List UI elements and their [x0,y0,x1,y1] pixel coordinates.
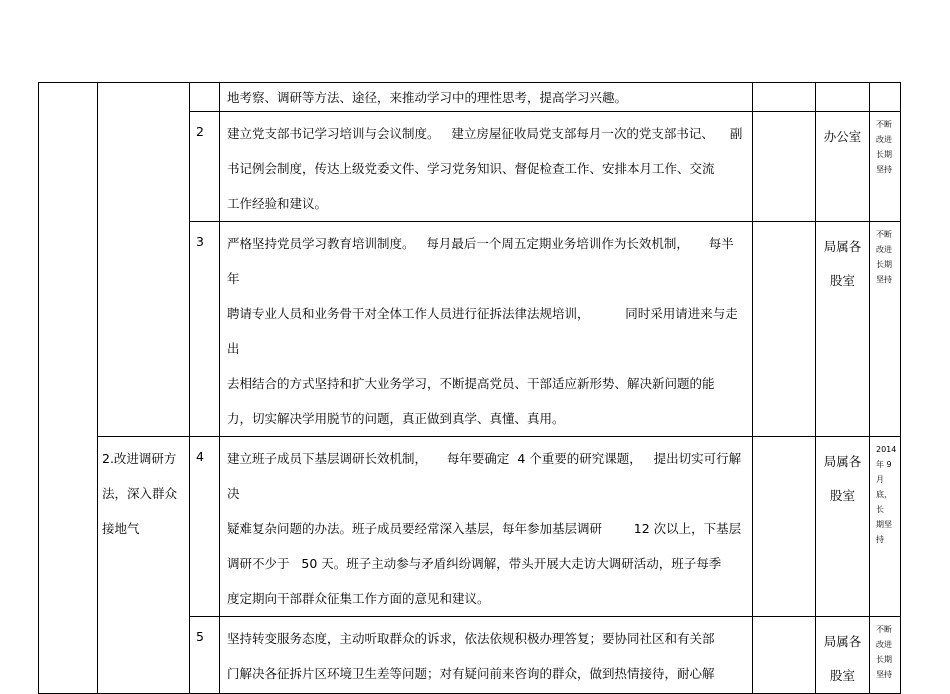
row-number: 5 [190,617,220,694]
row-content [220,222,753,437]
content-line: 建立班子成员下基层调研长效机制， 每年要确定 4 个重要的研究课题， 提出切实可行解决 [227,451,742,501]
content-line: 疑难复杂问题的办法。班子成员要经常深入基层，每年参加基层调研 12 次以上，下基层 [227,521,742,536]
row-number: 2 [190,112,220,222]
row-content [220,112,753,222]
time-cell [870,437,901,617]
dept-name: 局属各 [823,454,862,469]
dept-name: 局属各 [823,239,862,254]
time-line: 长期坚持 [876,150,892,174]
time-cell [870,222,901,437]
blank-cell [753,83,816,112]
time-line: 不断改进 [876,625,892,649]
dept-name: 局属各 [823,634,862,649]
content-line: 去相结合的方式坚持和扩大业务学习，不断提高党员、干部适应新形势、解决新问题的能 [227,376,715,391]
blank-cell [753,112,816,222]
row-number [190,83,220,112]
item-line: 法，深入群众 [102,486,178,501]
table-row [39,83,901,112]
time-cell [870,617,901,694]
time-line: 期坚持 [876,520,892,544]
time-line: 不断改进 [876,230,892,254]
item-cell [98,437,190,694]
row-content [220,83,753,112]
dept-name: 办公室 [823,129,862,144]
plan-table [38,82,901,694]
item-line: 接地气 [102,521,140,536]
time-line: 2014 年 9 [876,445,897,469]
dept-cell [816,437,870,617]
dept-name: 股室 [829,668,855,683]
content-line: 力，切实解决学用脱节的问题，真正做到真学、真懂、真用。 [227,411,565,426]
time-line: 不断改进 [876,120,892,144]
content-line: 书记例会制度，传达上级党委文件、学习党务知识、督促检查工作、安排本月工作、交流 [227,161,715,176]
dept-name: 股室 [829,273,855,288]
time-line: 长期坚持 [876,655,892,679]
row-content [220,617,753,694]
time-cell [870,112,901,222]
category-cell [39,83,98,694]
content-line: 聘请专业人员和业务骨干对全体工作人员进行征拆法律法规培训， 同时采用请进来与走出 [227,306,738,356]
dept-cell [816,83,870,112]
dept-name: 股室 [829,488,855,503]
content-line: 坚持转变服务态度，主动听取群众的诉求，依法依规积极办理答复；要协同社区和有关部 [227,631,715,646]
time-cell [870,83,901,112]
row-number: 4 [190,437,220,617]
content-line: 度定期向干部群众征集工作方面的意见和建议。 [227,591,490,606]
time-line: 长期坚持 [876,260,892,284]
dept-cell [816,617,870,694]
dept-cell [816,222,870,437]
item-cell [98,83,190,437]
blank-cell [753,617,816,694]
blank-cell [753,222,816,437]
content-line: 严格坚持党员学习教育培训制度。 每月最后一个周五定期业务培训作为长效机制， 每半年 [227,236,734,286]
time-line: 月底，长 [876,475,892,514]
content-line: 调研不少于 50 天。班子主动参与矛盾纠纷调解，带头开展大走访大调研活动，班子每季 [227,556,722,571]
table-row [39,437,901,617]
content-line: 地考察、调研等方法、途径，来推动学习中的理性思考，提高学习兴趣。 [227,90,628,105]
item-line: 2.改进调研方 [102,451,177,466]
row-content [220,437,753,617]
content-line: 门解决各征拆片区环境卫生差等问题；对有疑问前来咨询的群众，做到热情接待，耐心解 [227,666,715,681]
content-line: 工作经验和建议。 [227,196,328,211]
content-line: 建立党支部书记学习培训与会议制度。 建立房屋征收局党支部每月一次的党支部书记、 副 [227,126,743,141]
row-number: 3 [190,222,220,437]
dept-cell [816,112,870,222]
blank-cell [753,437,816,617]
